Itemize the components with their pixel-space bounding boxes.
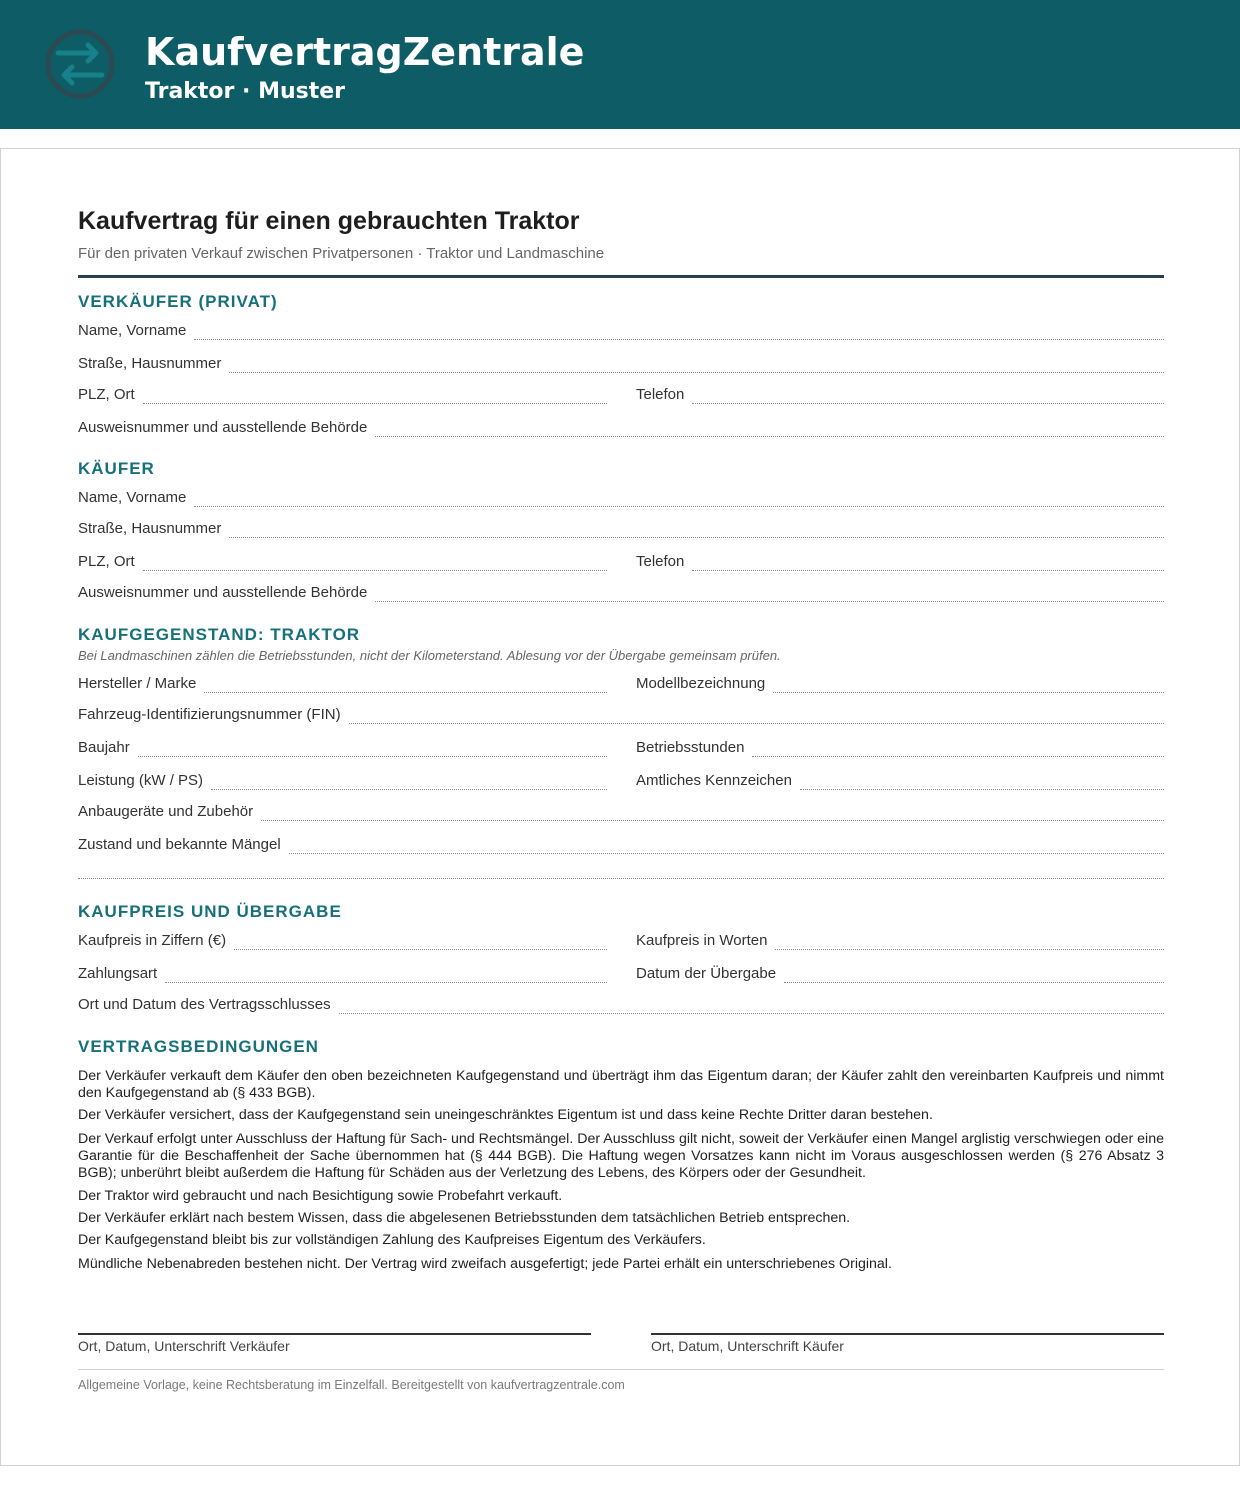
fill-line — [143, 556, 607, 571]
seller-signature-label: Ort, Datum, Unterschrift Verkäufer — [78, 1338, 290, 1354]
fill-line — [692, 389, 1164, 404]
buyer-name-field[interactable] — [78, 487, 1164, 507]
buyer-street-field[interactable] — [78, 518, 1164, 538]
terms-clause: Der Kaufgegenstand bleibt bis zur vollständigen Zahlung des Kaufpreises Eigentum des Verkäufers. — [78, 1232, 706, 1248]
field-label: Zahlungsart — [78, 965, 158, 982]
field-label: PLZ, Ort — [78, 386, 135, 403]
fin-field[interactable] — [78, 704, 1164, 724]
terms-clause: Der Verkäufer verkauft dem Käufer den oben bezeichneten Kaufgegenstand und überträgt ihm das Eigentum daran; der Käufer zahlt den vereinbarten Kaufpreis und nimmt den Kaufgegenstand ab (§ 433 BGB). — [78, 1068, 1164, 1101]
field-label: Ausweisnummer und ausstellende Behörde — [78, 584, 368, 601]
fill-line — [138, 742, 607, 757]
field-label: Ausweisnummer und ausstellende Behörde — [78, 419, 368, 436]
model-field[interactable] — [636, 673, 1164, 693]
field-label: Telefon — [636, 553, 685, 570]
document-subtitle: Für den privaten Verkauf zwischen Privatpersonen · Traktor und Landmaschine — [78, 245, 605, 262]
field-label: Leistung (kW / PS) — [78, 772, 204, 789]
contract-place-date-field[interactable] — [78, 994, 1164, 1014]
field-label: Anbaugeräte und Zubehör — [78, 803, 254, 820]
field-label: Kaufpreis in Worten — [636, 932, 768, 949]
seller-id-field[interactable] — [78, 417, 1164, 437]
title-divider — [78, 275, 1164, 278]
seller-street-field[interactable] — [78, 353, 1164, 373]
field-label: Straße, Hausnummer — [78, 520, 222, 537]
footer-divider — [78, 1369, 1164, 1370]
object-note: Bei Landmaschinen zählen die Betriebsstunden, nicht der Kilometerstand. Ablesung vor der Übergabe gemeinsam prüfen. — [78, 648, 781, 663]
fill-line — [143, 389, 607, 404]
brand-name: KaufvertragZentrale — [145, 30, 585, 74]
field-label: Name, Vorname — [78, 489, 187, 506]
fill-line — [194, 492, 1164, 507]
field-label: Fahrzeug-Identifizierungsnummer (FIN) — [78, 706, 341, 723]
buyer-phone-field[interactable] — [636, 551, 1164, 571]
terms-clause: Der Verkäufer erklärt nach bestem Wissen, dass die abgelesenen Betriebsstunden dem tatsächlichen Betrieb entsprechen. — [78, 1210, 851, 1226]
seller-signature-line[interactable] — [78, 1333, 591, 1335]
app-header — [0, 0, 1240, 129]
fill-line — [234, 935, 607, 950]
terms-clause: Der Verkauf erfolgt unter Ausschluss der Haftung für Sach- und Rechtsmängel. Der Ausschluss gilt nicht, soweit der Verkäufer einen Mangel arglistig verschwiegen oder eine Garantie für die Beschaffenheit der Sache übernommen hat (§ 444 BGB). Die Haftung wegen Vorsatzes kann nicht im Voraus ausgeschlossen werden (§ 276 Absatz 3 BGB); unberührt bleibt außerdem die Haftung für Schäden aus der Verletzung des Lebens, des Körpers oder der Gesundheit. — [78, 1131, 1164, 1181]
field-label: Baujahr — [78, 739, 130, 756]
terms-heading: VERTRAGSBEDINGUNGEN — [78, 1037, 319, 1056]
price-heading: KAUFPREIS UND ÜBERGABE — [78, 902, 342, 921]
field-label: Telefon — [636, 386, 685, 403]
fill-line — [261, 806, 1164, 821]
fill-line — [211, 775, 607, 790]
year-field[interactable] — [78, 737, 607, 757]
price-digits-field[interactable] — [78, 930, 607, 950]
fill-line — [800, 775, 1164, 790]
field-label: Modellbezeichnung — [636, 675, 766, 692]
brand-subtitle: Traktor · Muster — [145, 79, 346, 104]
terms-clause: Mündliche Nebenabreden bestehen nicht. Der Vertrag wird zweifach ausgefertigt; jede Partei erhält ein unterschriebenes Original. — [78, 1256, 892, 1272]
buyer-id-field[interactable] — [78, 582, 1164, 602]
fill-line — [375, 422, 1164, 437]
condition-extra-line[interactable] — [78, 878, 1164, 879]
attachments-field[interactable] — [78, 801, 1164, 821]
field-label: Name, Vorname — [78, 322, 187, 339]
price-words-field[interactable] — [636, 930, 1164, 950]
fill-line — [784, 968, 1164, 983]
seller-name-field[interactable] — [78, 320, 1164, 340]
field-label: Datum der Übergabe — [636, 965, 777, 982]
fill-line — [229, 358, 1164, 373]
seller-heading: VERKÄUFER (PRIVAT) — [78, 292, 278, 311]
field-label: Amtliches Kennzeichen — [636, 772, 792, 789]
fill-line — [339, 999, 1164, 1014]
document-title: Kaufvertrag für einen gebrauchten Traktor — [78, 207, 580, 235]
field-label: Ort und Datum des Vertragsschlusses — [78, 996, 331, 1013]
field-label: Kaufpreis in Ziffern (€) — [78, 932, 227, 949]
condition-field[interactable] — [78, 834, 1164, 854]
fill-line — [773, 678, 1164, 693]
buyer-heading: KÄUFER — [78, 459, 155, 478]
fill-line — [229, 523, 1164, 538]
seller-phone-field[interactable] — [636, 384, 1164, 404]
buyer-signature-label: Ort, Datum, Unterschrift Käufer — [651, 1338, 844, 1354]
operating-hours-field[interactable] — [636, 737, 1164, 757]
field-label: Zustand und bekannte Mängel — [78, 836, 281, 853]
footer-note: Allgemeine Vorlage, keine Rechtsberatung im Einzelfall. Bereitgestellt von kaufvertragzentrale.com — [78, 1378, 625, 1392]
fill-line — [204, 678, 607, 693]
fill-line — [752, 742, 1164, 757]
fill-line — [194, 325, 1164, 340]
fill-line — [775, 935, 1164, 950]
field-label: PLZ, Ort — [78, 553, 135, 570]
fill-line — [375, 587, 1164, 602]
field-label: Betriebsstunden — [636, 739, 745, 756]
fill-line — [692, 556, 1164, 571]
fill-line — [349, 709, 1164, 724]
manufacturer-field[interactable] — [78, 673, 607, 693]
fill-line — [289, 839, 1164, 854]
seller-zip-city-field[interactable] — [78, 384, 607, 404]
license-plate-field[interactable] — [636, 770, 1164, 790]
object-heading: KAUFGEGENSTAND: TRAKTOR — [78, 625, 361, 644]
buyer-zip-city-field[interactable] — [78, 551, 607, 571]
field-label: Straße, Hausnummer — [78, 355, 222, 372]
handover-date-field[interactable] — [636, 963, 1164, 983]
payment-method-field[interactable] — [78, 963, 607, 983]
buyer-signature-line[interactable] — [651, 1333, 1164, 1335]
fill-line — [165, 968, 607, 983]
power-field[interactable] — [78, 770, 607, 790]
field-label: Hersteller / Marke — [78, 675, 197, 692]
terms-clause: Der Traktor wird gebraucht und nach Besichtigung sowie Probefahrt verkauft. — [78, 1188, 563, 1204]
swap-arrows-icon — [44, 28, 116, 100]
terms-clause: Der Verkäufer versichert, dass der Kaufgegenstand sein uneingeschränktes Eigentum ist und dass keine Rechte Dritter daran bestehen. — [78, 1107, 933, 1123]
